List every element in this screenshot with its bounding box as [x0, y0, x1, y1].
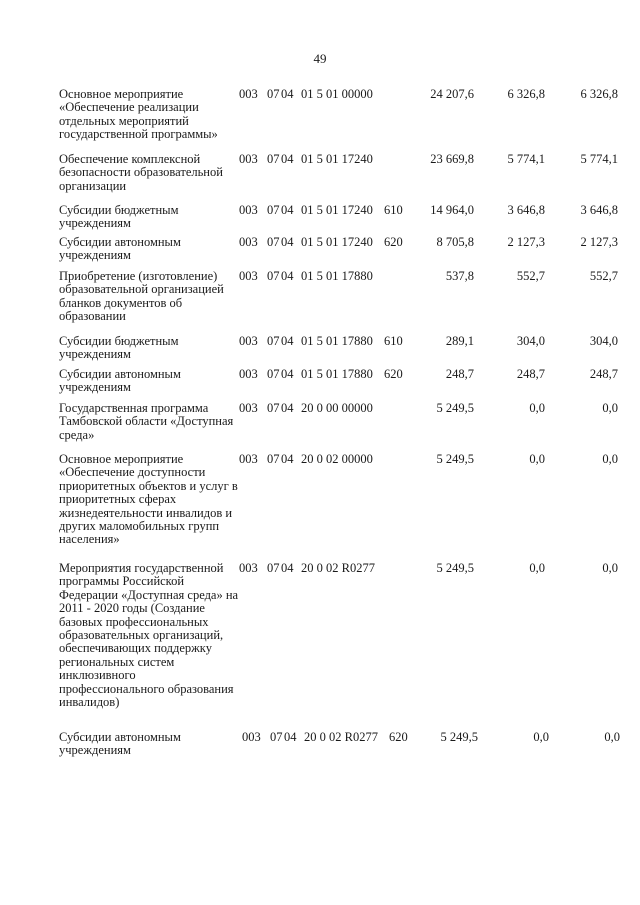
row-value-3: 304,0 [589, 334, 618, 348]
row-section: 07 [267, 235, 280, 249]
row-name: Мероприятия государственной программы Российской Федерации «Доступная среда» на 2011 - 2020 годы (Создание базовых профессиональных образовательных организаций, обеспечивающих поддержку региональных систем инклюзивного профессионального образования инвалидов) [59, 561, 239, 710]
row-value-1: 537,8 [445, 269, 474, 283]
row-target-article: 01 5 01 17880 [301, 367, 373, 381]
row-name: Субсидии автономным учреждениям [59, 730, 181, 758]
row-expense-type: 620 [384, 367, 403, 381]
row-value-3: 5 774,1 [580, 152, 618, 166]
row-value-3: 3 646,8 [580, 203, 618, 217]
row-name: Основное мероприятие «Обеспечение доступности приоритетных объектов и услуг в приоритетных сферах жизнедеятельности инвалидов и других маломобильных групп населения» [59, 452, 238, 547]
row-grbs: 003 [239, 367, 258, 381]
row-name: Обеспечение комплексной безопасности образовательной организации [59, 152, 223, 193]
row-target-article: 01 5 01 17240 [301, 203, 373, 217]
row-grbs: 003 [239, 269, 258, 283]
row-name: Субсидии автономным учреждениям [59, 235, 181, 263]
row-section: 07 [270, 730, 283, 744]
row-value-3: 248,7 [589, 367, 618, 381]
row-section: 07 [267, 87, 280, 101]
row-value-1: 23 669,8 [430, 152, 474, 166]
row-section: 07 [267, 203, 280, 217]
row-grbs: 003 [239, 203, 258, 217]
row-expense-type: 610 [384, 334, 403, 348]
row-grbs: 003 [239, 87, 258, 101]
page-number: 49 [313, 51, 327, 66]
row-target-article: 01 5 01 17880 [301, 269, 373, 283]
row-expense-type: 610 [384, 203, 403, 217]
row-grbs: 003 [239, 561, 258, 575]
row-expense-type: 620 [384, 235, 403, 249]
row-value-2: 0,0 [533, 730, 549, 744]
row-subsection: 04 [281, 452, 294, 466]
row-name: Субсидии бюджетным учреждениям [59, 203, 179, 231]
row-subsection: 04 [281, 152, 294, 166]
row-subsection: 04 [281, 203, 294, 217]
row-value-3: 0,0 [602, 561, 618, 575]
row-subsection: 04 [281, 367, 294, 381]
row-name: Субсидии автономным учреждениям [59, 367, 181, 395]
row-section: 07 [267, 452, 280, 466]
row-value-2: 0,0 [529, 561, 545, 575]
row-value-3: 0,0 [602, 401, 618, 415]
row-target-article: 20 0 02 R0277 [301, 561, 375, 575]
row-value-1: 24 207,6 [430, 87, 474, 101]
row-section: 07 [267, 401, 280, 415]
row-value-1: 5 249,5 [440, 730, 478, 744]
row-value-2: 552,7 [516, 269, 545, 283]
row-value-1: 248,7 [445, 367, 474, 381]
row-grbs: 003 [239, 235, 258, 249]
row-grbs: 003 [239, 152, 258, 166]
row-subsection: 04 [281, 269, 294, 283]
row-target-article: 01 5 01 00000 [301, 87, 373, 101]
row-value-1: 8 705,8 [436, 235, 474, 249]
row-name: Приобретение (изготовление) образовательной организацией бланков документов об образовании [59, 269, 224, 324]
row-subsection: 04 [281, 235, 294, 249]
row-value-2: 0,0 [529, 401, 545, 415]
row-name: Основное мероприятие «Обеспечение реализации отдельных мероприятий государственной программы» [59, 87, 218, 142]
row-grbs: 003 [239, 452, 258, 466]
row-target-article: 20 0 00 00000 [301, 401, 373, 415]
row-value-3: 6 326,8 [580, 87, 618, 101]
row-target-article: 01 5 01 17240 [301, 235, 373, 249]
row-target-article: 20 0 02 00000 [301, 452, 373, 466]
row-value-2: 248,7 [516, 367, 545, 381]
row-value-1: 5 249,5 [436, 561, 474, 575]
row-section: 07 [267, 367, 280, 381]
row-subsection: 04 [281, 87, 294, 101]
row-grbs: 003 [239, 401, 258, 415]
row-expense-type: 620 [389, 730, 408, 744]
row-value-3: 552,7 [589, 269, 618, 283]
row-section: 07 [267, 152, 280, 166]
row-target-article: 01 5 01 17240 [301, 152, 373, 166]
row-value-2: 304,0 [516, 334, 545, 348]
row-section: 07 [267, 269, 280, 283]
row-value-1: 5 249,5 [436, 452, 474, 466]
row-subsection: 04 [284, 730, 297, 744]
row-target-article: 01 5 01 17880 [301, 334, 373, 348]
row-section: 07 [267, 334, 280, 348]
row-value-1: 14 964,0 [430, 203, 474, 217]
row-subsection: 04 [281, 401, 294, 415]
row-name: Субсидии бюджетным учреждениям [59, 334, 179, 362]
row-value-2: 0,0 [529, 452, 545, 466]
row-subsection: 04 [281, 561, 294, 575]
row-value-1: 5 249,5 [436, 401, 474, 415]
row-grbs: 003 [242, 730, 261, 744]
row-subsection: 04 [281, 334, 294, 348]
row-value-1: 289,1 [445, 334, 474, 348]
row-value-3: 0,0 [604, 730, 620, 744]
row-value-2: 5 774,1 [507, 152, 545, 166]
row-value-3: 0,0 [602, 452, 618, 466]
row-value-2: 3 646,8 [507, 203, 545, 217]
row-section: 07 [267, 561, 280, 575]
row-value-2: 2 127,3 [507, 235, 545, 249]
row-target-article: 20 0 02 R0277 [304, 730, 378, 744]
row-value-2: 6 326,8 [507, 87, 545, 101]
row-name: Государственная программа Тамбовской области «Доступная среда» [59, 401, 234, 442]
row-grbs: 003 [239, 334, 258, 348]
row-value-3: 2 127,3 [580, 235, 618, 249]
